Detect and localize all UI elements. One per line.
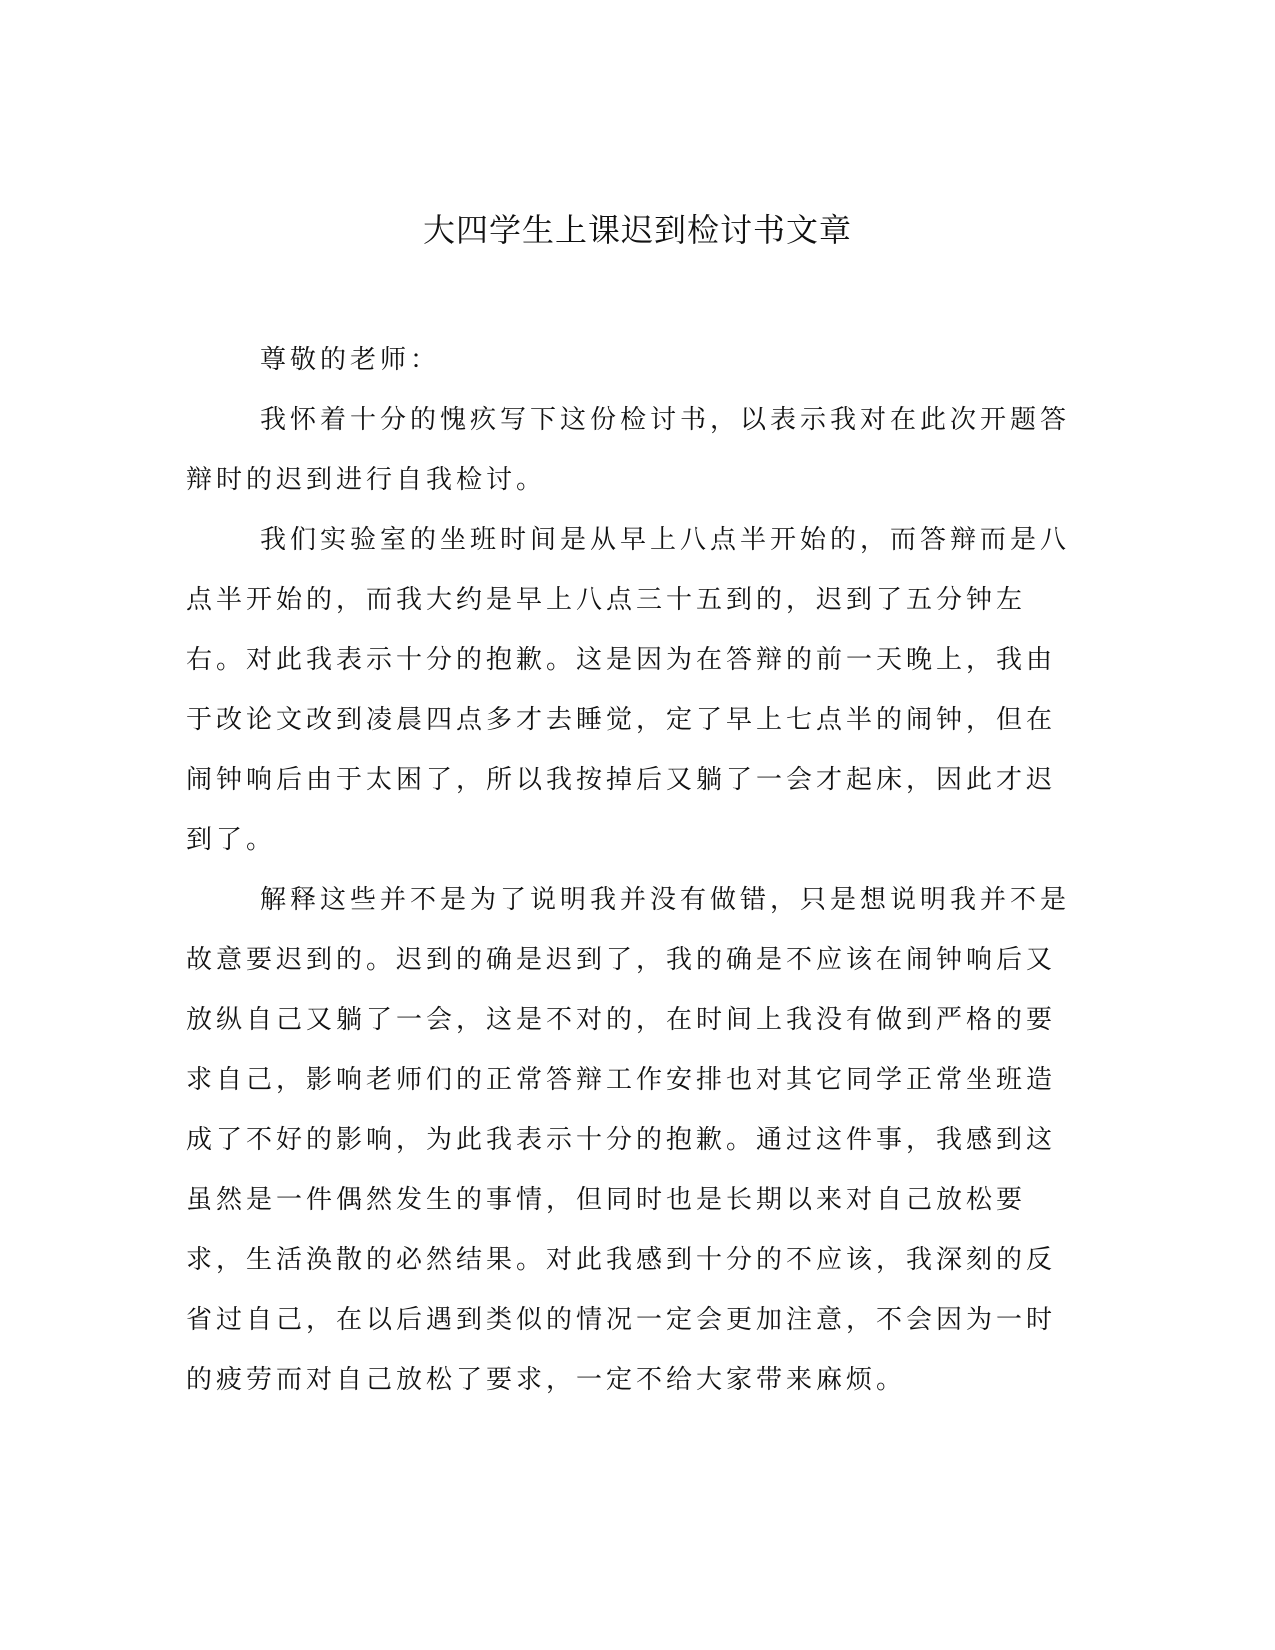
document-title: 大四学生上课迟到检讨书文章 [422,211,852,249]
paragraph-explanation: 我们实验室的坐班时间是从早上八点半开始的，而答辩而是八点半开始的，而我大约是早上八点三十五到的，迟到了五分钟左右。对此我表示十分的抱歉。这是因为在答辩的前一天晚上，我由于改论文改到凌晨四点多才去睡觉，定了早上七点半的闹钟，但在闹钟响后由于太困了，所以我按掉后又躺了一会才起床，因此才迟到了。 [186,525,1071,855]
paragraph-reflection: 解释这些并不是为了说明我并没有做错，只是想说明我并不是故意要迟到的。迟到的确是迟到了，我的确是不应该在闹钟响后又放纵自己又躺了一会，这是不对的，在时间上我没有做到严格的要求自己，影响老师们的正常答辩工作安排也对其它同学正常坐班造成了不好的影响，为此我表示十分的抱歉。通过这件事，我感到这虽然是一件偶然发生的事情，但同时也是长期以来对自己放松要求，生活涣散的必然结果。对此我感到十分的不应该，我深刻的反省过自己，在以后遇到类似的情况一定会更加注意，不会因为一时的疲劳而对自己放松了要求，一定不给大家带来麻烦。 [186,885,1071,1395]
paragraph-intro: 我怀着十分的愧疚写下这份检讨书，以表示我对在此次开题答辩时的迟到进行自我检讨。 [186,405,1071,495]
salutation: 尊敬的老师： [260,345,441,375]
document-body [186,330,1076,1410]
